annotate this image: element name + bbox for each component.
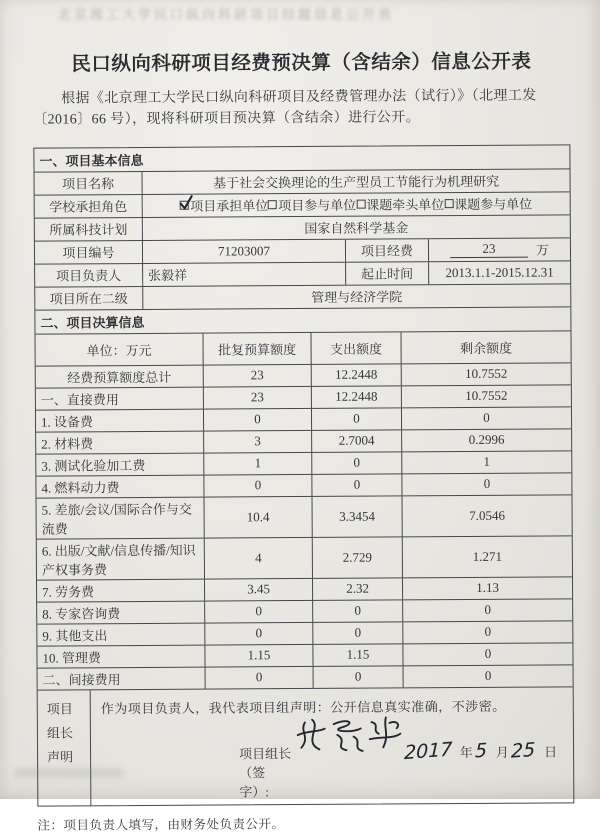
bleed-through-smudge (14, 768, 124, 778)
row-budget: 23 (203, 364, 311, 386)
declaration-body (91, 687, 574, 805)
unit-label: 单位：万元 (86, 342, 152, 358)
row-remain: 0 (403, 665, 573, 687)
funding-amount: 23 (450, 241, 528, 258)
date-day-unit: 日 (543, 743, 558, 760)
row-spent: 12.2448 (311, 386, 401, 408)
table-row (36, 384, 571, 409)
disclosure-form-table (33, 144, 574, 806)
checkbox-topic-lead-unit (356, 200, 365, 209)
section2-heading: 二、项目决算信息 (40, 314, 145, 331)
program-label: 所属科技计划 (49, 222, 128, 238)
date-year-unit: 年 (459, 744, 473, 760)
project-name-label: 项目名称 (62, 176, 115, 192)
declaration-row (38, 686, 574, 805)
signature-line (101, 730, 563, 801)
row-budget: 23 (203, 386, 311, 408)
funding-unit: 万 (535, 242, 550, 258)
program-row (35, 214, 570, 240)
row-budget: 3.45 (204, 578, 312, 600)
row-remain: 1.271 (402, 536, 572, 577)
date-month-unit: 月 (495, 744, 509, 760)
budget-table-header (35, 330, 570, 365)
row-budget: 0 (204, 600, 312, 622)
project-number-row (35, 237, 570, 263)
table-row (36, 362, 571, 387)
date-day-hand: 25 (510, 738, 536, 763)
row-remain: 10.7552 (401, 385, 571, 407)
row-spent: 0 (311, 408, 401, 430)
checkbox-project-undertaking-unit (180, 201, 189, 210)
section2-header-row (35, 306, 570, 333)
row-spent: 0 (311, 474, 401, 496)
row-remain: 0 (401, 407, 571, 429)
role-option-topic-participant-unit (444, 194, 532, 214)
row-spent: 0 (312, 622, 402, 644)
table-row (37, 598, 572, 623)
date-month-hand: 5 (474, 738, 488, 762)
row-name: 3. 测试化验加工费 (41, 457, 146, 474)
declaration-label-line: 声明 (47, 749, 74, 765)
table-row (36, 494, 571, 538)
pi-value: 张毅祥 (142, 262, 345, 285)
row-spent: 12.2448 (311, 364, 401, 386)
school-role-label: 学校承担角色 (49, 199, 128, 215)
row-remain: 7.0546 (401, 495, 571, 536)
declaration-label-line: 组长 (46, 724, 73, 741)
table-row (37, 642, 572, 667)
table-row (36, 450, 571, 475)
project-name-row (35, 168, 570, 194)
row-budget: 3 (203, 430, 311, 452)
declaration-statement: 作为项目负责人，我代表项目组声明：公开信息真实准确，不涉密。 (100, 698, 506, 716)
row-budget: 1.15 (204, 644, 312, 666)
row-remain: 1 (401, 451, 571, 473)
row-name: 6. 出版/文献/信息传播/知识产权事务费 (41, 542, 196, 578)
row-spent: 0 (313, 666, 403, 688)
handwritten-check-icon (179, 194, 195, 210)
row-remain: 10.7552 (401, 363, 571, 385)
row-remain: 1.13 (402, 577, 572, 599)
role-option-label: 课题参与单位 (454, 196, 533, 213)
checkbox-topic-participant-unit (444, 199, 453, 208)
role-option-label: 项目承担单位 (190, 198, 269, 214)
row-budget: 0 (203, 408, 311, 430)
row-name: 4. 燃料动力费 (41, 479, 120, 496)
role-option-topic-lead-unit (356, 194, 444, 214)
col-remaining: 剩余额度 (400, 331, 570, 363)
table-row (36, 406, 571, 431)
row-name: 9. 其他支出 (42, 627, 108, 644)
row-name: 1. 设备费 (40, 413, 94, 430)
sign-label: 项目组长（签字）: (239, 745, 292, 799)
row-name: 2. 材料费 (41, 435, 94, 452)
footnote: 注：项目负责人填写，由财务处负责公开。 (37, 816, 285, 833)
department-label: 项目所在二级 (49, 291, 128, 307)
table-row (36, 472, 571, 497)
intro-paragraph: 根据《北京理工大学民口纵向科研项目及经费管理办法（试行）》（北理工发〔2016〕66 号），现将科研项目预决算（含结余）进行公开。 (33, 88, 537, 128)
row-name: 8. 专家咨询费 (42, 605, 121, 622)
row-name: 10. 管理费 (42, 649, 102, 666)
duration-value: 2013.1.1-2015.12.31 (428, 261, 570, 284)
row-budget: 1 (203, 452, 311, 474)
role-option-label: 项目参与单位 (278, 197, 357, 214)
table-row (38, 664, 573, 689)
declaration-label (38, 690, 92, 805)
pi-row (35, 260, 570, 286)
row-spent: 2.729 (312, 537, 402, 578)
col-spent: 支出额度 (310, 332, 400, 364)
table-row (37, 576, 572, 601)
row-budget: 0 (205, 666, 313, 688)
row-spent: 0 (312, 600, 402, 622)
section1-header-row (34, 145, 569, 171)
col-approved-budget: 批复预算额度 (202, 332, 310, 364)
handwritten-date (404, 737, 563, 764)
row-name: 5. 差旅/会议/国际合作与交流费 (41, 501, 192, 537)
row-name: 二、间接费用 (42, 671, 121, 688)
bleed-through-text: 北京理工大学民口纵向科研项目结题信息公开表 (58, 7, 395, 22)
program-value: 国家自然科学基金 (142, 215, 570, 240)
row-budget: 10.4 (203, 496, 311, 537)
role-option-lead-unit (180, 195, 268, 215)
table-row (36, 428, 571, 453)
paper-sheet (32, 0, 574, 833)
date-year-hand: 2017 (404, 737, 453, 764)
row-name: 经费预算额度总计 (67, 369, 172, 385)
role-option-label: 课题牵头单位 (366, 197, 445, 213)
funding-value (428, 238, 570, 261)
declaration-label-line: 项目 (46, 700, 73, 717)
role-option-participant-unit (268, 195, 356, 215)
row-remain: 0 (401, 473, 571, 495)
section1-heading: 一、项目基本信息 (39, 152, 144, 169)
project-name-value: 基于社会交换理论的生产型员工节能行为机理研究 (142, 169, 570, 194)
row-budget: 4 (204, 537, 312, 578)
row-spent: 0 (311, 452, 401, 474)
table-row (37, 535, 572, 579)
pi-label: 项目负责人 (56, 268, 122, 284)
project-number-value: 71203007 (142, 239, 345, 262)
row-spent: 2.32 (312, 578, 402, 600)
project-number-label: 项目编号 (62, 245, 115, 261)
department-row (35, 283, 570, 309)
row-spent: 3.3454 (311, 496, 401, 537)
school-role-row (35, 191, 570, 217)
row-remain: 0 (402, 621, 572, 643)
school-role-options (142, 192, 570, 217)
funding-label: 项目经费 (345, 239, 428, 262)
row-name: 7. 劳务费 (42, 583, 95, 600)
table-row (37, 620, 572, 645)
document-title: 民口纵向科研项目经费预决算（含结余）信息公开表 (71, 51, 532, 76)
duration-label: 起止时间 (345, 262, 428, 285)
row-budget: 0 (204, 622, 312, 644)
row-budget: 0 (203, 474, 311, 496)
row-spent: 1.15 (312, 644, 402, 666)
handwritten-signature (296, 713, 404, 758)
row-remain: 0.2996 (401, 429, 571, 451)
department-value: 管理与经济学院 (142, 284, 570, 309)
row-spent: 2.7004 (311, 430, 401, 452)
row-name: 一、直接费用 (40, 391, 119, 408)
row-remain: 0 (402, 643, 572, 665)
checkbox-project-participant-unit (268, 200, 277, 209)
row-remain: 0 (402, 599, 572, 621)
